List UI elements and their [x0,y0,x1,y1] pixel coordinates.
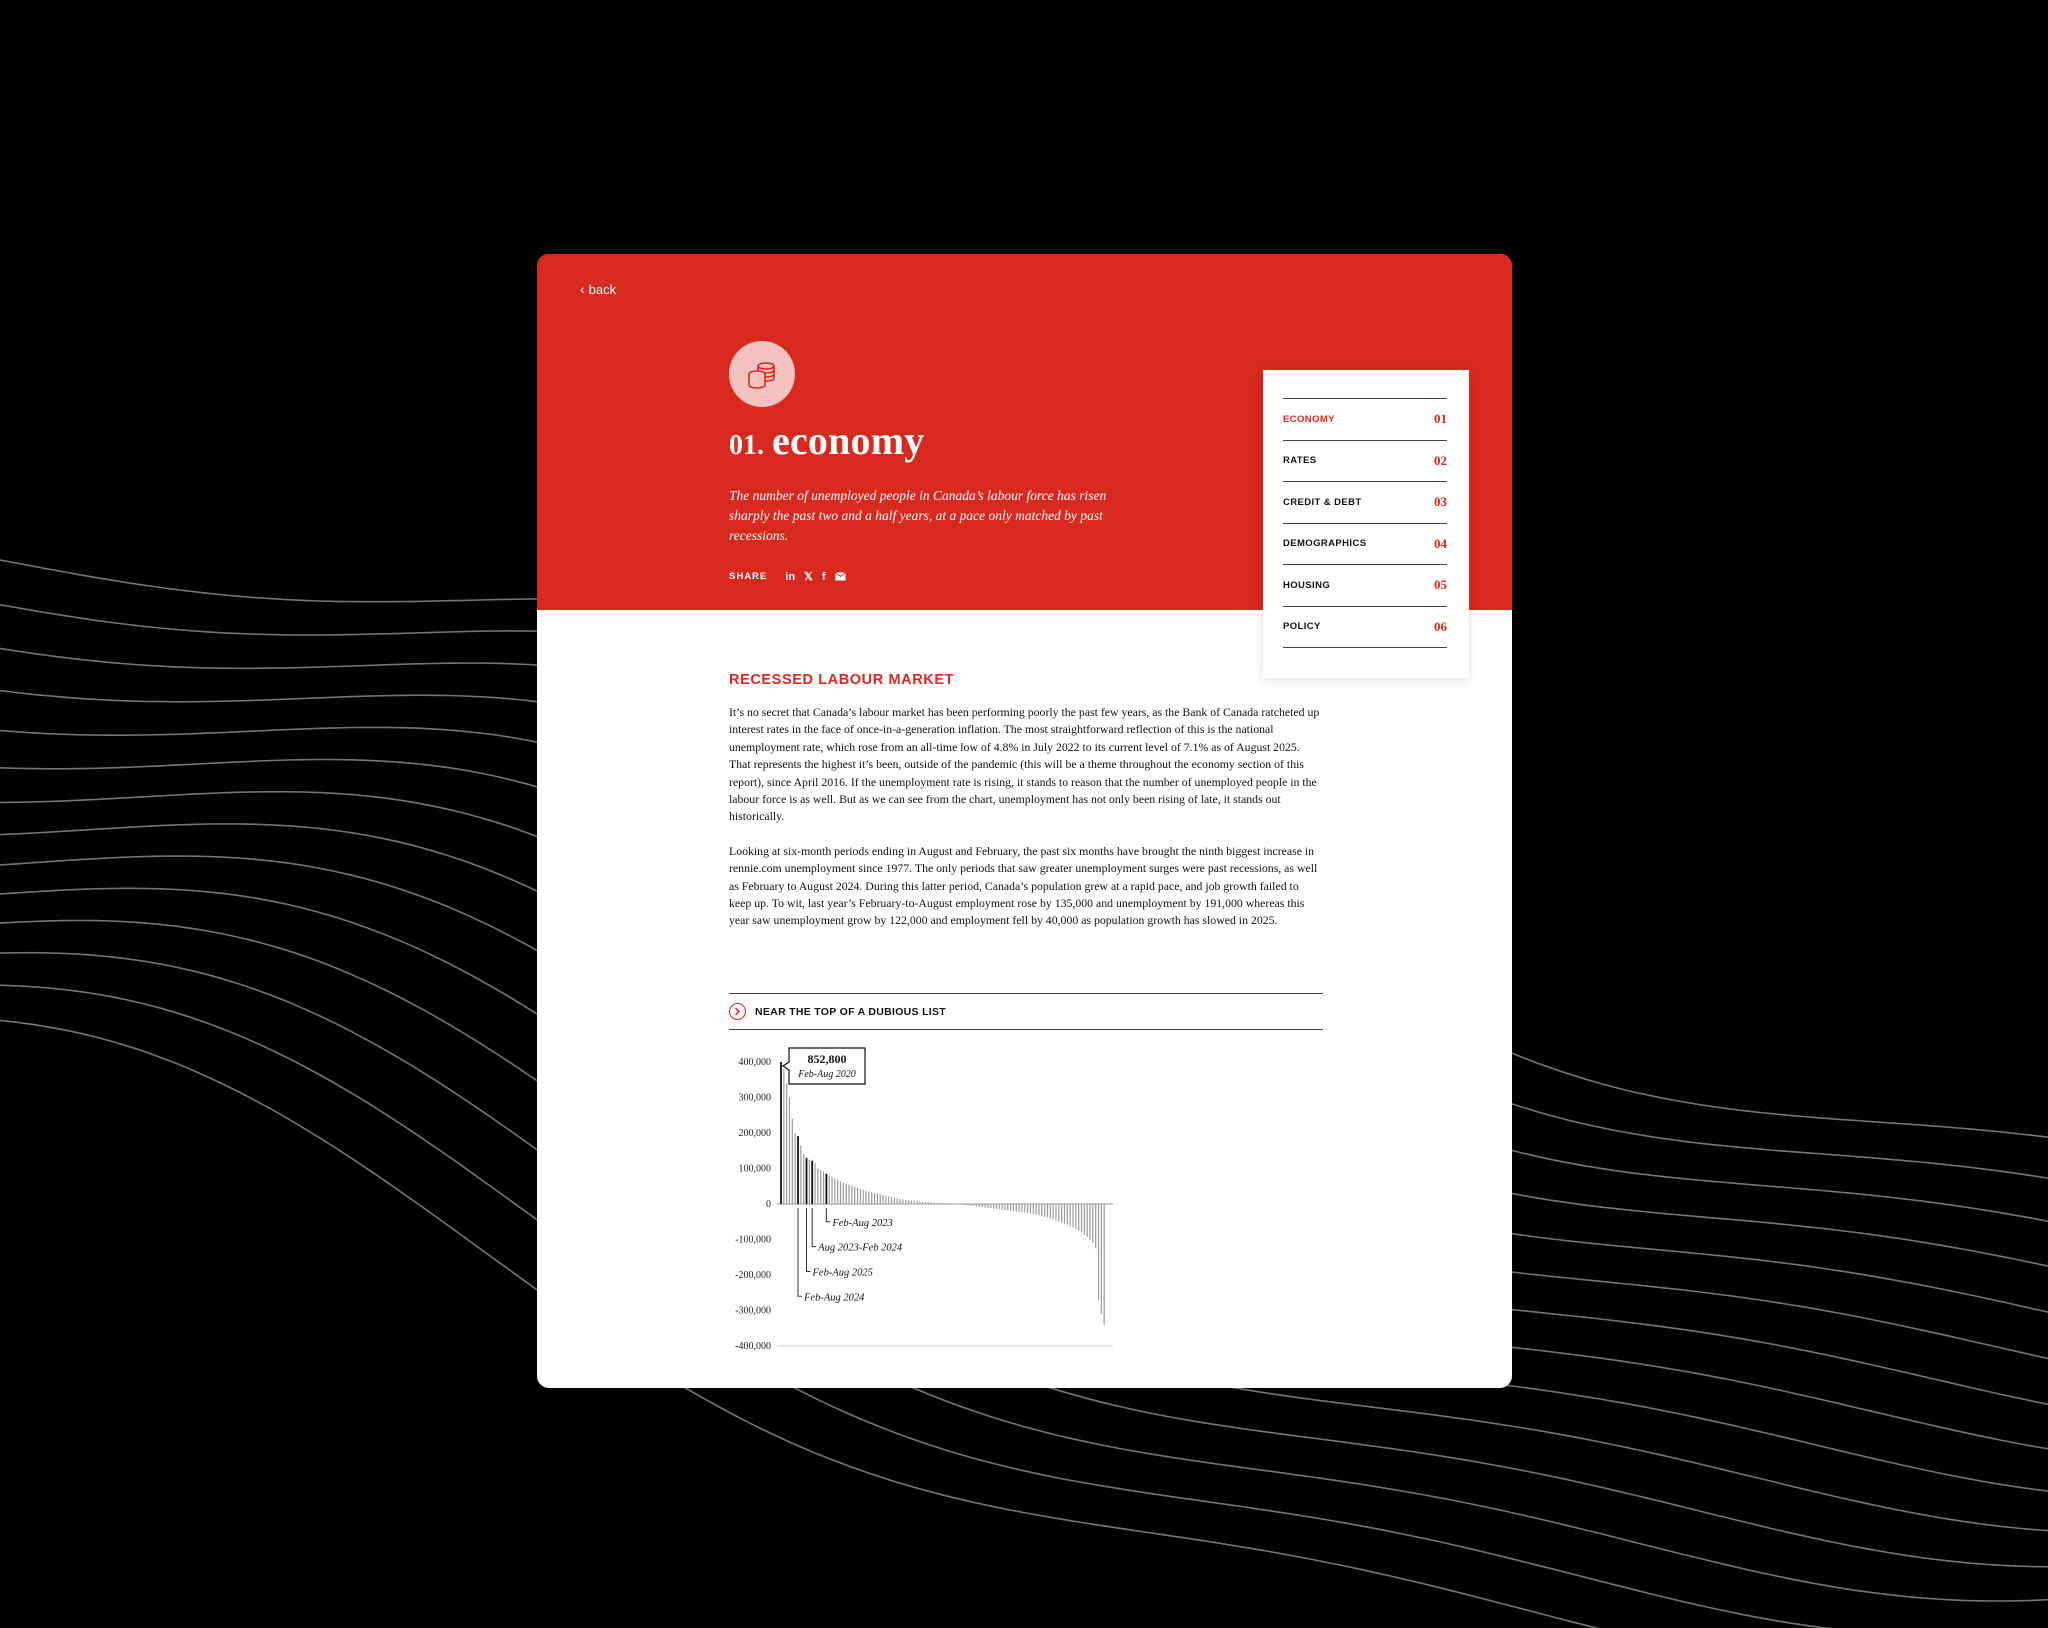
coins-icon [729,341,795,407]
annotation-leader [812,1208,816,1247]
email-icon[interactable] [835,572,846,581]
share-bar [729,570,846,583]
toc-item-label: HOUSING [1283,579,1331,591]
article-body [729,672,1323,930]
toc-item-number: 02 [1434,452,1447,468]
back-link[interactable] [580,281,616,297]
toc-item-label: ECONOMY [1283,413,1335,425]
share-label: SHARE [729,571,768,582]
peak-callout [783,1048,865,1084]
y-tick-label: -400,000 [735,1341,771,1352]
toc-item-credit-debt[interactable] [1283,482,1447,524]
annotation-leader [807,1208,811,1271]
chart-header[interactable] [729,993,1323,1030]
unemployment-change-chart [725,1036,1285,1361]
annotation-label: Aug 2023-Feb 2024 [818,1242,903,1254]
section-name: economy [772,418,925,463]
chevron-left-icon: ‹ [580,281,585,297]
y-tick-label: 0 [766,1199,771,1210]
callout-value: 852,800 [807,1052,847,1066]
section-number: 01. [729,430,764,461]
y-tick-label: 300,000 [738,1092,771,1104]
toc-item-demographics[interactable] [1283,524,1447,566]
callout-period: Feb-Aug 2020 [798,1069,856,1080]
table-of-contents [1263,370,1469,678]
report-page-card [537,254,1512,1388]
chevron-right-circle-icon [729,1003,746,1020]
toc-item-number: 05 [1434,577,1447,593]
y-tick-label: 100,000 [738,1163,771,1175]
annotation-label: Feb-Aug 2023 [832,1217,893,1229]
toc-item-economy[interactable] [1283,399,1447,441]
section-title [729,417,924,464]
toc-item-label: RATES [1283,455,1317,467]
linkedin-icon[interactable]: in [785,570,796,583]
annotation-leader [826,1208,830,1222]
chart-title: NEAR THE TOP OF A DUBIOUS LIST [755,1005,947,1018]
article-heading: RECESSED LABOUR MARKET [729,672,955,688]
toc-item-label: CREDIT & DEBT [1283,496,1362,508]
toc-item-number: 06 [1434,618,1447,634]
facebook-icon[interactable]: f [821,570,826,583]
article-paragraph: Looking at six-month periods ending in August and February, the past six months have brought the ninth biggest increase in rennie.com unemployment since 1977. The only periods that saw greater unemployment surges were past recessions, as well as February to August 2024. During this latter period, Canada’s population grew at a rapid pace, and job growth failed to keep up. To wit, last year’s February-to-August employment rose by 135,000 and unemployment by 191,000 whereas this year saw unemployment grow by 122,000 and employment fell by 40,000 as population growth has slowed in 2025. [729,843,1318,928]
x-icon[interactable]: 𝕏 [804,571,813,583]
toc-item-number: 04 [1434,535,1447,551]
article-paragraph: It’s no secret that Canada’s labour market has been performing poorly the past few years, as the Bank of Canada ratcheted up interest rates in the face of once-in-a-generation inflation. The most straightforward reflection of this is the national unemployment rate, which rose from an all-time low of 4.8% in July 2022 to its current level of 7.1% as of August 2025. That represents the highest it’s been, outside of the pandemic (this will be a theme throughout the economy section of this report), since April 2016. If the unemployment rate is rising, it stands to reason that the number of unemployed people in the labour force is as well. But as we can see from the chart, unemployment has not only been rising of late, it stands out historically. [729,705,1320,824]
back-label: back [588,281,617,297]
y-tick-label: -300,000 [735,1305,771,1317]
annotation-label: Feb-Aug 2024 [804,1292,865,1304]
y-tick-label: -200,000 [735,1270,771,1281]
toc-item-housing[interactable] [1283,565,1447,607]
section-intro: The number of unemployed people in Canada’s labour force has risen sharply the past two and a half years, at a pace only matched by past recessions. [729,488,1107,543]
toc-item-label: POLICY [1283,621,1321,633]
toc-item-policy[interactable] [1283,607,1447,649]
y-tick-label: -100,000 [735,1234,771,1246]
toc-item-label: DEMOGRAPHICS [1283,538,1367,550]
toc-item-number: 01 [1434,411,1447,427]
toc-item-rates[interactable] [1283,441,1447,483]
toc-item-number: 03 [1434,494,1447,510]
y-tick-label: 400,000 [738,1057,771,1068]
annotation-leader [798,1208,802,1296]
annotation-label: Feb-Aug 2025 [812,1267,873,1279]
y-tick-label: 200,000 [738,1128,771,1139]
